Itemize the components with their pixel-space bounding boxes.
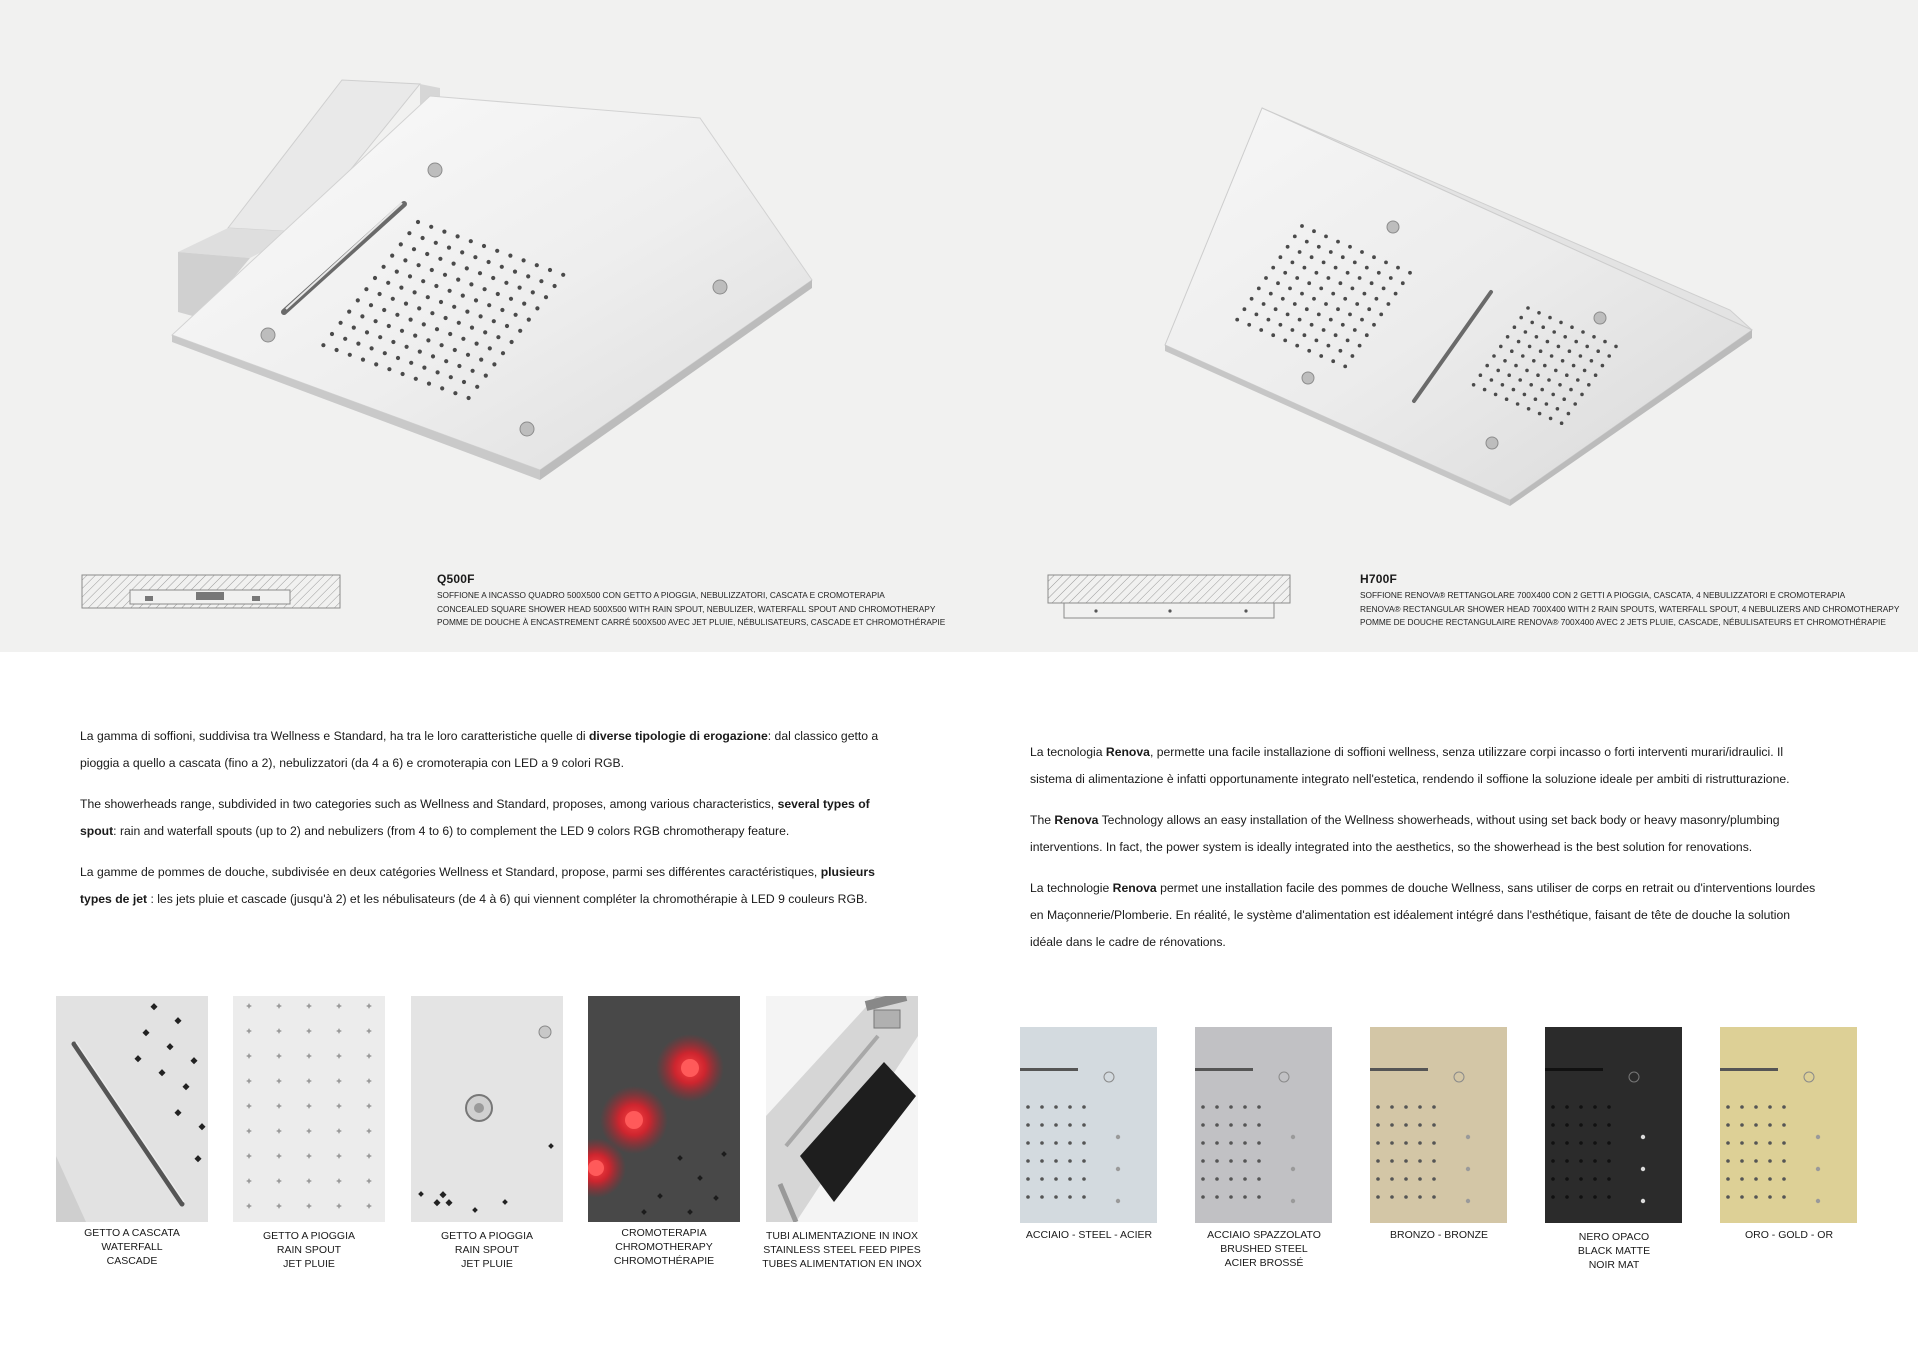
h700f-info	[1360, 572, 1899, 630]
finish-swatch-gold	[1720, 1027, 1857, 1223]
range-description	[80, 723, 880, 927]
renova-paragraph-it: La tecnologia Renova, permette una facile installazione di soffioni wellness, senza utilizzare corpi incasso o forti interventi murari/idraulici. Il sistema di alimentazione è infatti opportunamente integrato nell'estetica, rendendo il soffione la soluzione ideale per ambiti di ristrutturazione.	[1030, 745, 1790, 786]
product-description-it: SOFFIONE A INCASSO QUADRO 500X500 CON GETTO A PIOGGIA, NEBULIZZATORI, CASCATA E CROMOTERAPIA	[437, 590, 885, 600]
chromotherapy-caption: CROMOTERAPIA CHROMOTHERAPY CHROMOTHÉRAPIE	[613, 1227, 715, 1267]
finish-caption-gold: ORO - GOLD - OR	[1744, 1229, 1834, 1241]
bronze-swatch-icon	[1370, 1027, 1507, 1223]
q500f-info	[437, 572, 945, 630]
waterfall-thumbnail	[56, 996, 208, 1222]
h700f-shower-head-image	[1165, 108, 1752, 506]
feed-pipes-icon	[766, 996, 918, 1222]
waterfall-detail-icon	[56, 996, 208, 1222]
product-code: H700F	[1360, 572, 1398, 586]
steel-swatch-icon	[1020, 1027, 1157, 1223]
range-paragraph-en: The showerheads range, subdivided in two categories such as Wellness and Standard, proposes, among various characteristics, several types of spout: rain and waterfall spouts (up to 2) and nebulizers (from 4 to 6) to complement the LED 9 colors RGB chromotherapy feature.	[80, 797, 870, 838]
chromotherapy-led-icon	[588, 996, 740, 1222]
chromotherapy-thumbnail	[588, 996, 740, 1222]
hero-illustration	[0, 0, 1918, 652]
product-description-fr: POMME DE DOUCHE À ENCASTREMENT CARRÉ 500X500 AVEC JET PLUIE, NÉBULISATEURS, CASCADE ET CHROMOTHÉRAPIE	[437, 617, 946, 627]
h700f-section-drawing	[1048, 575, 1290, 618]
product-code: Q500F	[437, 572, 475, 586]
rain-spout-caption: GETTO A PIOGGIA RAIN SPOUT JET PLUIE	[263, 1230, 355, 1270]
black-matte-swatch-icon	[1545, 1027, 1682, 1223]
feed-pipes-thumbnail	[766, 996, 918, 1222]
finish-swatch-steel	[1020, 1027, 1157, 1223]
renova-paragraph-en: The Renova Technology allows an easy installation of the Wellness showerheads, without using set back body or heavy masonry/plumbing interventions. In fact, the power system is ideally integrated into the aesthetics, so the showerhead is the best solution for renovations.	[1030, 813, 1780, 854]
finish-caption-brushed-steel: ACCIAIO SPAZZOLATO BRUSHED STEEL ACIER BROSSÉ	[1207, 1229, 1321, 1269]
q500f-section-drawing	[82, 575, 340, 608]
nebulizer-caption: GETTO A PIOGGIA RAIN SPOUT JET PLUIE	[441, 1230, 533, 1270]
gold-swatch-icon	[1720, 1027, 1857, 1223]
renova-paragraph-fr: La technologie Renova permet une installation facile des pommes de douche Wellness, sans utiliser de corps en retrait ou d'interventions lourdes en Maçonnerie/Plomberie. En réalité, le système d'alimentation est idéalement intégré dans l'esthétique, faisant de tête de douche la solution idéale dans le cadre de rénovations.	[1030, 881, 1816, 949]
nebulizer-detail-icon	[411, 996, 563, 1222]
rain-nozzles-detail-icon	[233, 996, 385, 1222]
finish-caption-bronze: BRONZO - BRONZE	[1389, 1229, 1488, 1241]
brushed-steel-swatch-icon	[1195, 1027, 1332, 1223]
feed-pipes-caption: TUBI ALIMENTAZIONE IN INOX STAINLESS STEEL FEED PIPES TUBES ALIMENTATION EN INOX	[762, 1230, 922, 1270]
renova-description	[1030, 739, 1820, 970]
range-paragraph-it: La gamma di soffioni, suddivisa tra Wellness e Standard, ha tra le loro caratteristiche quelle di diverse tipologie di erogazione: dal classico getto a pioggia a quello a cascata (fino a 2), nebulizzatori (da 4 a 6) e cromoterapia con LED a 9 colori RGB.	[80, 729, 879, 770]
product-hero	[0, 0, 1918, 652]
q500f-shower-head-image	[172, 80, 812, 480]
product-description-en: CONCEALED SQUARE SHOWER HEAD 500X500 WITH RAIN SPOUT, NEBULIZER, WATERFALL SPOUT AND CHROMOTHERAPY	[437, 603, 936, 614]
product-description-it: SOFFIONE RENOVA® RETTANGOLARE 700X400 CON 2 GETTI A PIOGGIA, CASCATA, 4 NEBULIZZATORI E CROMOTERAPIA	[1360, 590, 1846, 600]
finish-caption-black-matte: NERO OPACO BLACK MATTE NOIR MAT	[1577, 1231, 1651, 1271]
waterfall-caption: GETTO A CASCATA WATERFALL CASCADE	[84, 1227, 180, 1267]
finish-caption-steel: ACCIAIO - STEEL - ACIER	[1025, 1229, 1153, 1241]
nebulizer-thumbnail	[411, 996, 563, 1222]
finish-swatch-brushed-steel	[1195, 1027, 1332, 1223]
rain-spout-thumbnail	[233, 996, 385, 1222]
product-description-en: RENOVA® RECTANGULAR SHOWER HEAD 700X400 WITH 2 RAIN SPOUTS, WATERFALL SPOUT, 4 NEBULIZERS AND CHROMOTHERAPY	[1360, 603, 1900, 614]
product-description-fr: POMME DE DOUCHE RECTANGULAIRE RENOVA® 700X400 AVEC 2 JETS PLUIE, CASCADE, NÉBULISATEURS ET CHROMOTHÉRAPIE	[1360, 617, 1886, 627]
finish-swatch-bronze	[1370, 1027, 1507, 1223]
range-paragraph-fr: La gamme de pommes de douche, subdivisée en deux catégories Wellness et Standard, propose, parmi ses différentes caractéristiques, plusieurs types de jet : les jets pluie et cascade (jusqu'à 2) et les nébulisateurs (de 4 à 6) qui viennent compléter la chromothérapie à LED 9 couleurs RGB.	[80, 865, 875, 906]
finish-swatch-black-matte	[1545, 1027, 1682, 1223]
